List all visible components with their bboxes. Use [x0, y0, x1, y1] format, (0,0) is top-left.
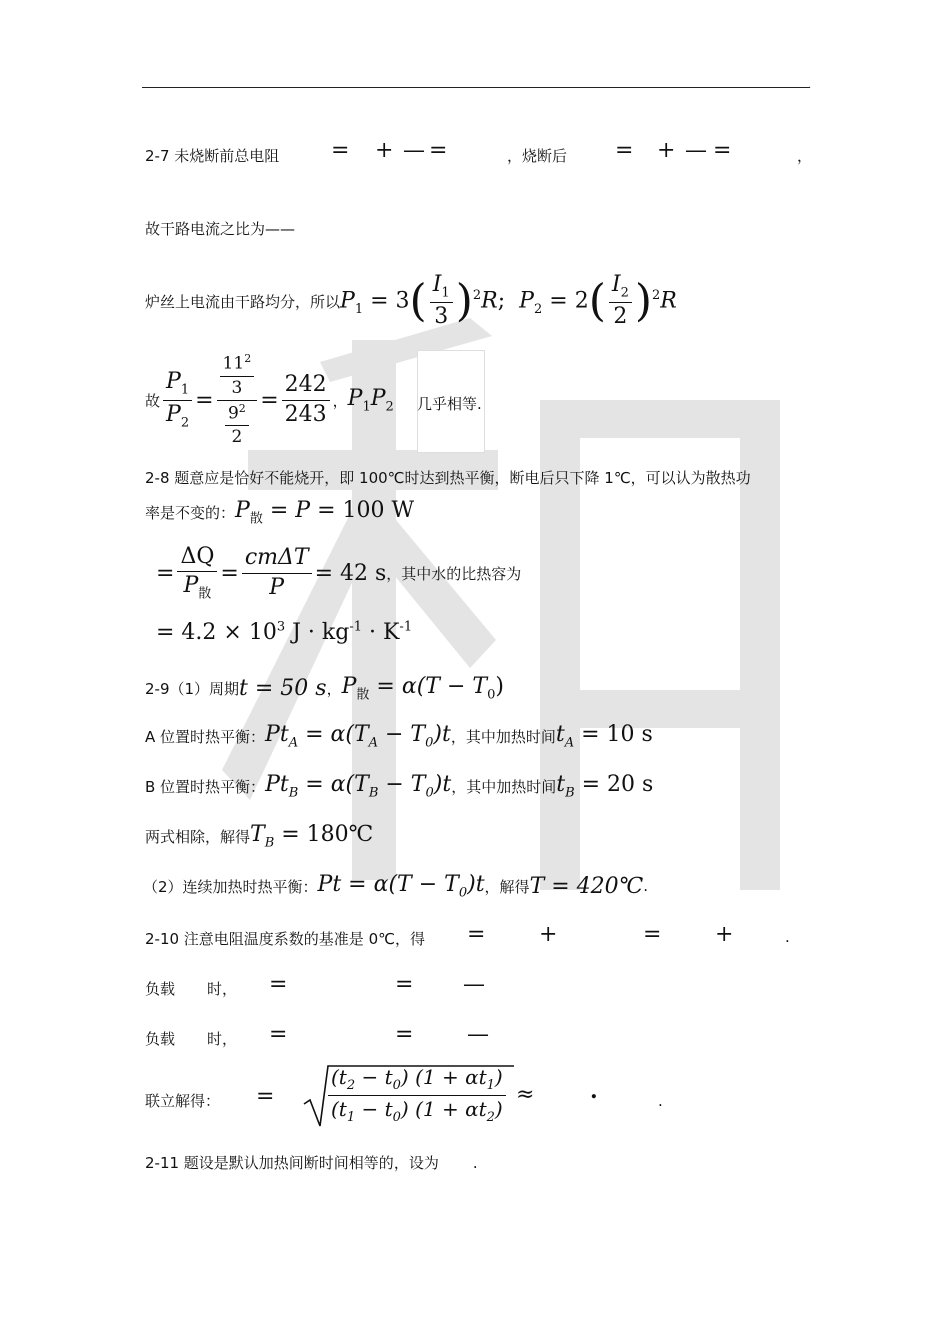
text: B 位置时热平衡：: [145, 777, 266, 796]
equals-sign: =: [713, 138, 732, 163]
square-root-expression: [302, 1064, 516, 1130]
text: ，: [326, 679, 342, 698]
text: ，: [797, 147, 813, 165]
equals-sign: =: [429, 138, 448, 163]
text: 2-8 题意应是恰好不能烧开，即 100℃时达到热平衡，断电后只下降 1℃，可以认为散热功: [145, 469, 751, 487]
text: 几乎相等.: [417, 395, 482, 413]
equals-sign: =: [269, 1022, 288, 1047]
text: 故: [145, 391, 161, 410]
equals-sign: =: [256, 1084, 275, 1109]
problem-2-9-line1: [145, 672, 504, 704]
plus-sign: +: [715, 922, 734, 947]
problem-2-7-power-formula: [145, 270, 677, 332]
plus-sign: +: [539, 922, 558, 947]
equals-sign: =: [331, 138, 350, 163]
text: ，烧断后: [507, 147, 568, 165]
math-expression: $P_散 = P = 100$ W: [235, 497, 415, 527]
text: 炉丝上电流由干路均分，所以: [145, 292, 341, 311]
text: .: [643, 877, 649, 895]
math-expression: $t_A = 10$ s: [555, 721, 653, 751]
text: 故干路电流之比为: [145, 220, 266, 238]
text: .: [785, 928, 790, 946]
problem-2-11-line: [145, 1152, 478, 1173]
problem-2-8-line3: [156, 540, 521, 606]
math-expression: $P_散 = \alpha(T - T_0)$: [341, 673, 504, 703]
plus-sign: +: [657, 138, 676, 163]
header-dot: .: [808, 80, 812, 91]
text: （2）连续加热时热平衡：: [143, 877, 318, 896]
text: 2-7 未烧断前总电阻: [145, 147, 280, 165]
text: 时，: [207, 1030, 238, 1048]
math-expression: T = 420℃: [529, 873, 644, 899]
problem-2-8-line4: [156, 620, 412, 645]
equals-sign: =: [395, 1022, 414, 1047]
equals-sign: =: [467, 922, 486, 947]
problem-2-7-current-ratio: [145, 218, 295, 239]
text: 率是不变的：: [145, 503, 236, 522]
text: 联立解得：: [145, 1092, 221, 1110]
text: ，其中加热时间: [450, 727, 556, 746]
minus-sign: —: [403, 138, 425, 163]
text: 时，: [207, 980, 238, 998]
problem-2-9-line4: [145, 820, 373, 852]
math-expression: $\frac{P_1}{P_2}$ = $\frac{\frac{11^2}{3}}{\frac{9^2}{2}}$ = $\frac{242}{243}$: [160, 353, 333, 446]
math-expression: t = 50 s: [239, 675, 327, 701]
math-fraction: $\frac{(t_2 - t_0) (1 + \alpha t_1)}{(t_1 - t_0) (1 + \alpha t_2)}$: [328, 1066, 506, 1126]
text: 负载: [145, 1030, 176, 1048]
math-expression: = $4.2 \times 10^3$ $J \cdot kg^{-1} \cdot K^{-1}$: [156, 620, 413, 646]
text: ，其中加热时间: [451, 777, 557, 796]
equals-sign: =: [643, 922, 662, 947]
problem-2-7-line: [145, 138, 813, 168]
text: A 位置时热平衡：: [145, 727, 266, 746]
minus-sign: —: [463, 972, 485, 997]
problem-2-10-solve-label: [145, 1090, 220, 1111]
text: .: [472, 1154, 478, 1172]
approx-sign: ≈: [516, 1082, 535, 1107]
problem-2-8-line2: [145, 494, 414, 530]
math-expression: = $\frac{\Delta Q}{P_散}$ = $\frac{\text{cmΔT}}{P}$ = 42 s: [156, 543, 387, 602]
text: 负载: [145, 980, 176, 998]
text: ，解得: [484, 877, 530, 896]
minus-sign: —: [685, 138, 707, 163]
math-expression: $P_1P_2$: [347, 385, 394, 415]
minus-sign: —: [467, 1022, 489, 1047]
problem-2-10-line3: [145, 1024, 805, 1054]
header-rule: [142, 87, 810, 88]
problem-2-10-line2: [145, 974, 805, 1004]
math-expression: $P_1 = 3$( $\frac{I_1}{3}$ )$^2$R; $P_2 = 2$( $\frac{I_2}{2}$ )$^2$R: [340, 271, 677, 330]
text: ，其中水的比热容为: [386, 564, 522, 583]
equals-sign: =: [615, 138, 634, 163]
problem-2-10-line1: [145, 924, 805, 954]
math-expression: $Pt = \alpha(T - T_0)t$: [317, 871, 485, 901]
text: 两式相除，解得: [145, 827, 251, 846]
math-expression: $T_B$ = 180℃: [250, 821, 374, 851]
problem-2-7-ratio-result: [145, 350, 394, 450]
text: 2-10 注意电阻温度系数的基准是 0℃，得: [145, 930, 425, 948]
text: 2-11 题设是默认加热间断时间相等的，设为: [145, 1154, 439, 1172]
problem-2-9-line2: [145, 720, 653, 752]
plus-sign: +: [375, 138, 394, 163]
problem-2-9-line3: [145, 770, 653, 802]
fraction-bar: ——: [265, 220, 296, 238]
math-expression: $t_B = 20$ s: [556, 771, 654, 801]
equals-sign: =: [395, 972, 414, 997]
text: ，: [332, 391, 348, 410]
text: .: [658, 1092, 663, 1110]
decimal-point: .: [590, 1078, 598, 1104]
text: 2-9（1）周期: [145, 679, 240, 698]
math-expression: $Pt_B = \alpha(T_B - T_0)t$: [265, 771, 452, 801]
equals-sign: =: [269, 972, 288, 997]
problem-2-8-line1: [145, 467, 751, 488]
math-expression: $Pt_A = \alpha(T_A - T_0)t$: [265, 721, 451, 751]
problem-2-9-line5: [143, 870, 648, 902]
